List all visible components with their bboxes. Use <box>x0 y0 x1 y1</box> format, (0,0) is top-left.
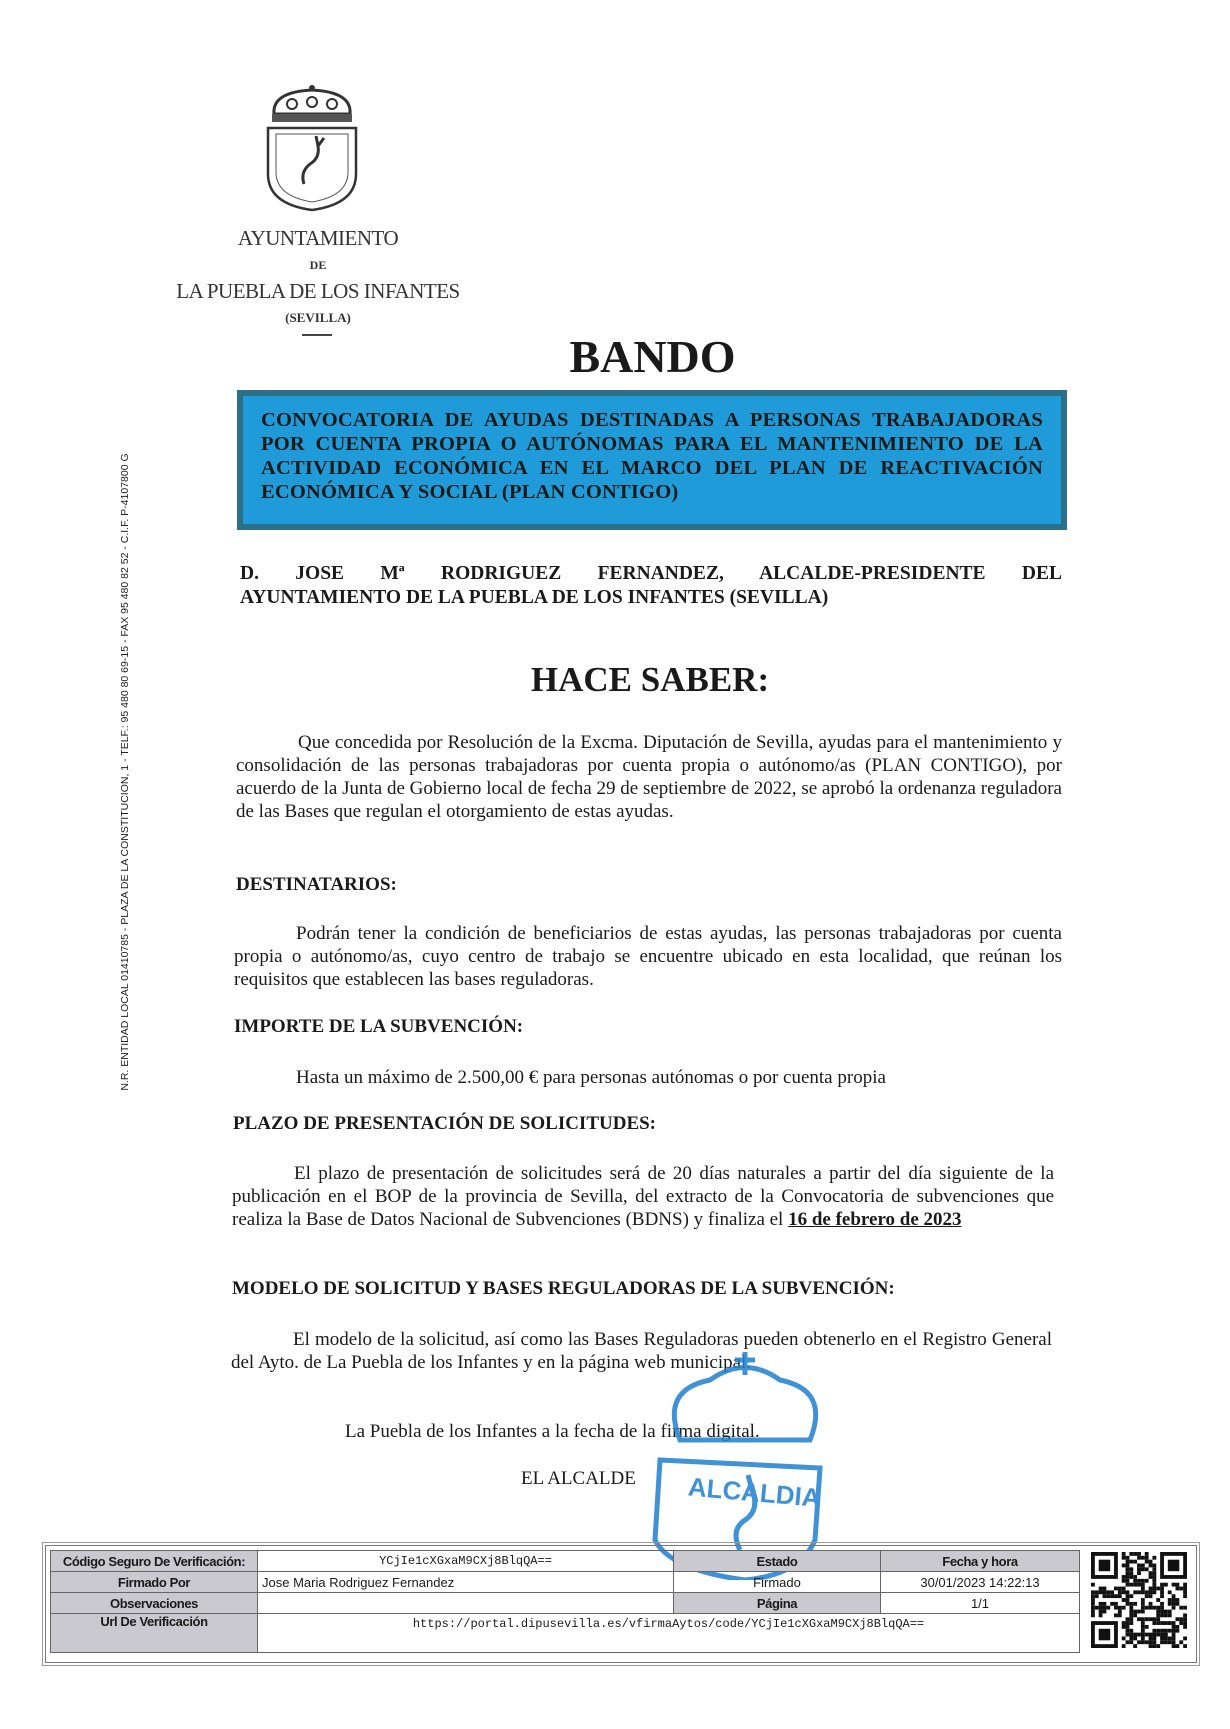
date-label: Fecha y hora <box>881 1551 1080 1572</box>
stamp-text: ALCALDIA <box>686 1471 822 1513</box>
url-value[interactable]: https://portal.dipusevilla.es/vfirmaAytos/code/YCjIe1cXGxaM9CXj8BlqQA== <box>258 1614 1080 1653</box>
url-label: Url De Verificación <box>51 1614 258 1653</box>
observations-label: Observaciones <box>51 1593 258 1614</box>
header-de: DE <box>309 258 327 272</box>
side-contact-info: N.R. ENTIDAD LOCAL 01410785 - PLAZA DE LA CONSTITUCION, 1 - TELF.: 95 480 80 69-15 - FAX 95 480 82 52 - C.I.F. P-4107800 G <box>119 453 131 1091</box>
municipal-crest-logo <box>262 84 362 212</box>
subject-text: CONVOCATORIA DE AYUDAS DESTINADAS A PERSONAS TRABAJADORAS POR CUENTA PROPIA O AUTÓNOMAS PARA EL MANTENIMIENTO DE LA ACTIVIDAD ECONÓMICA EN EL MARCO DEL PLAN DE REACTIVACIÓN ECONÓMICA Y SOCIAL (PLAN CONTIGO) <box>261 409 1043 503</box>
header-ayuntamiento: AYUNTAMIENTO <box>237 226 399 250</box>
observations-value <box>258 1593 674 1614</box>
section-heading-importe: IMPORTE DE LA SUBVENCIÓN: <box>234 1016 524 1037</box>
verification-block <box>45 1545 1197 1663</box>
section-heading-modelo: MODELO DE SOLICITUD Y BASES REGULADORAS DE LA SUBVENCIÓN: <box>232 1278 895 1299</box>
header-divider <box>302 334 332 336</box>
hace-saber-heading: HACE SABER: <box>530 660 770 699</box>
qr-code-icon[interactable] <box>1091 1552 1187 1648</box>
page-value: 1/1 <box>881 1593 1080 1614</box>
deadline-date: 16 de febrero de 2023 <box>788 1209 962 1230</box>
section-text-modelo: El modelo de la solicitud, así como las Bases Reguladoras pueden obtenerlo en el Registro General del Ayto. de La Puebla de los Infantes y en la página web municipal. <box>231 1329 1052 1373</box>
closing-text: La Puebla de los Infantes a la fecha de la firma digital. <box>345 1421 760 1442</box>
document-title: BANDO <box>569 331 736 382</box>
date-value: 30/01/2023 14:22:13 <box>881 1572 1080 1593</box>
section-text-destinatarios: Podrán tener la condición de beneficiarios de estas ayudas, las personas trabajadoras por cuenta propia o autónomo/as, cuyo centro de trabajo se encuentre ubicado en esta localidad, que reúnan los requisitos que establecen las bases reguladoras. <box>234 923 1062 990</box>
state-value: Firmado <box>674 1572 881 1593</box>
section-text-importe: Hasta un máximo de 2.500,00 € para personas autónomas o por cuenta propia <box>296 1067 886 1088</box>
section-text-plazo <box>232 1162 1054 1231</box>
signed-by-value: Jose Maria Rodriguez Fernandez <box>258 1572 674 1593</box>
issuer <box>240 562 1062 610</box>
state-label: Estado <box>674 1551 881 1572</box>
csv-label: Código Seguro De Verificación: <box>51 1551 258 1572</box>
section-heading-plazo: PLAZO DE PRESENTACIÓN DE SOLICITUDES: <box>233 1113 657 1134</box>
plazo-text: El plazo de presentación de solicitudes será de 20 días naturales a partir del día siguiente de la publicación en el BOP de la provincia de Sevilla, del extracto de la Convocatoria de subvenciones que realiza la Base de Datos Nacional de Subvenciones (BDNS) y finaliza el <box>232 1163 1054 1230</box>
intro-paragraph: Que concedida por Resolución de la Excma. Diputación de Sevilla, ayudas para el mantenimiento y consolidación de las personas trabajadoras por cuenta propia o autónomo/as (PLAN CONTIGO), por acuerdo de la Junta de Gobierno local de fecha 29 de septiembre de 2022, se aprobó la ordenanza reguladora de las Bases que regulan el otorgamiento de estas ayudas. <box>236 732 1062 822</box>
signer-title: EL ALCALDE <box>521 1468 636 1489</box>
issuer-line-2: AYUNTAMIENTO DE LA PUEBLA DE LOS INFANTES (SEVILLA) <box>240 587 829 608</box>
header-province: (SEVILLA) <box>285 310 351 325</box>
subject-box <box>237 390 1067 530</box>
issuer-line-1: D. JOSE Mª RODRIGUEZ FERNANDEZ, ALCALDE-PRESIDENTE DEL <box>240 563 1062 584</box>
header-municipality: LA PUEBLA DE LOS INFANTES <box>176 279 460 303</box>
section-heading-destinatarios: DESTINATARIOS: <box>236 874 397 895</box>
csv-value: YCjIe1cXGxaM9CXj8BlqQA== <box>258 1551 674 1572</box>
verification-table <box>50 1550 1080 1653</box>
page-label: Página <box>674 1593 881 1614</box>
signed-by-label: Firmado Por <box>51 1572 258 1593</box>
